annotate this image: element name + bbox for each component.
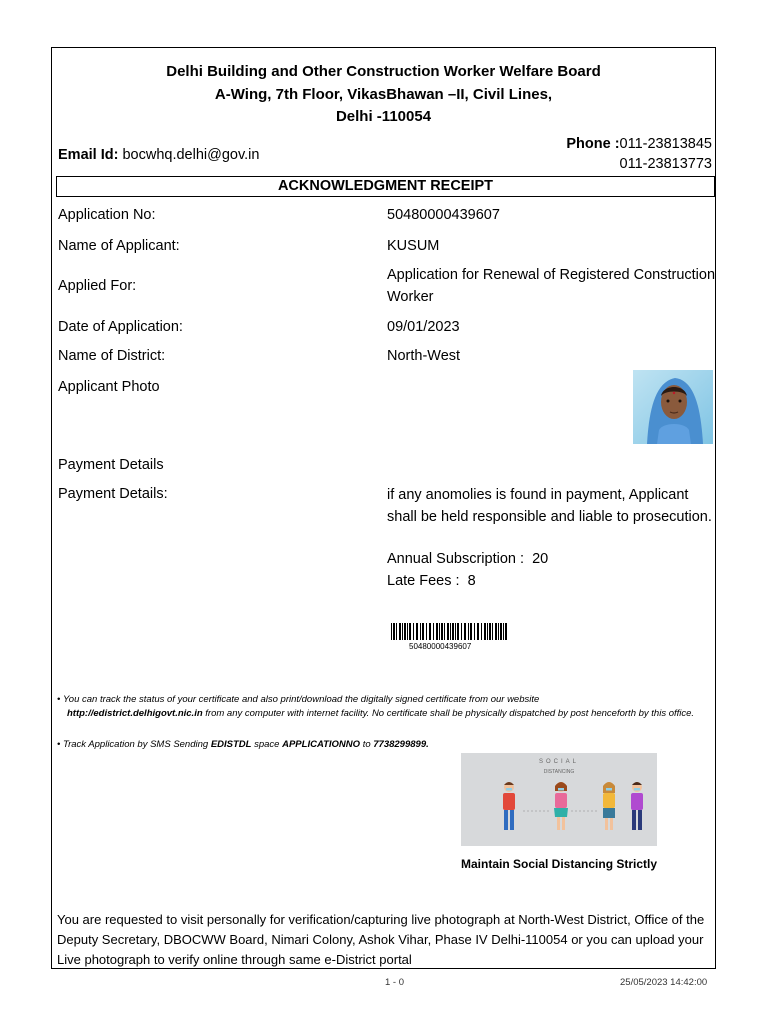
barcode-bar bbox=[487, 623, 488, 640]
annual-subscription-label: Annual Subscription : bbox=[387, 551, 525, 567]
barcode-bar bbox=[447, 623, 449, 640]
barcode-bar bbox=[393, 623, 395, 640]
barcode-bar bbox=[409, 623, 411, 640]
barcode-bar bbox=[492, 623, 493, 640]
barcode-bar bbox=[391, 623, 392, 640]
barcode-bar bbox=[436, 623, 438, 640]
applied-for-value: Application for Renewal of Registered Construction Worker bbox=[387, 267, 716, 305]
barcode-bar bbox=[450, 623, 451, 640]
phone-1: 011-23813845 bbox=[619, 136, 712, 152]
barcode-bar bbox=[474, 623, 475, 640]
application-barcode bbox=[391, 623, 513, 640]
barcode-bar bbox=[484, 623, 486, 640]
barcode-bar bbox=[426, 623, 427, 640]
barcode-bar bbox=[457, 623, 459, 640]
distancing-people-illustration bbox=[461, 753, 657, 846]
email-label: Email Id: bbox=[58, 147, 119, 163]
payment-heading: Payment Details bbox=[58, 457, 164, 473]
verification-instructions: You are requested to visit personally for verification/capturing live photograph at North-West District, Office of the Deputy Secretary, DBOCWW Board, Nimari Colony, Ashok Vihar, Phase IV Delhi-110054 or you can upload your Live photograph to verify online through same e-District portal bbox=[57, 912, 705, 967]
bullet-icon: • bbox=[57, 694, 63, 705]
barcode-bar bbox=[407, 623, 408, 640]
barcode-bar bbox=[420, 623, 421, 640]
late-fees-value: 8 bbox=[467, 573, 476, 589]
applicant-photo-label: Applicant Photo bbox=[58, 379, 160, 395]
date-value: 09/01/2023 bbox=[387, 319, 460, 335]
barcode-bar bbox=[477, 623, 479, 640]
barcode-bar bbox=[416, 623, 418, 640]
barcode-bar bbox=[489, 623, 491, 640]
barcode-bar bbox=[396, 623, 397, 640]
barcode-bar bbox=[495, 623, 497, 640]
barcode-bar bbox=[470, 623, 472, 640]
board-address-line: A-Wing, 7th Floor, VikasBhawan –II, Civil Lines, bbox=[214, 86, 553, 103]
application-no-value: 50480000439607 bbox=[387, 207, 500, 223]
barcode-bar bbox=[439, 623, 440, 640]
annual-subscription bbox=[387, 551, 548, 567]
applied-for-label: Applied For: bbox=[58, 278, 137, 294]
social-distancing-banner bbox=[461, 753, 657, 846]
barcode-bar bbox=[452, 623, 454, 640]
barcode-number: 50480000439607 bbox=[409, 642, 472, 651]
barcode-bar bbox=[399, 623, 401, 640]
barcode-bar bbox=[468, 623, 469, 640]
board-name: Delhi Building and Other Construction Worker Welfare Board bbox=[166, 63, 601, 80]
barcode-bar bbox=[402, 623, 403, 640]
note-certificate-tracking: • You can track the status of your certificate and also print/download the digitally signed certificate from our website http://edistrict.delhigovt.nic.in from any computer with internet facility. No certificate shall be physically dispatched by post henceforth by this office. bbox=[57, 694, 695, 719]
barcode-bar bbox=[429, 623, 431, 640]
barcode-bar bbox=[455, 623, 456, 640]
email-value: bocwhq.delhi@gov.in bbox=[122, 147, 260, 163]
district-value: North-West bbox=[387, 348, 461, 364]
board-city: Delhi -110054 bbox=[335, 108, 432, 125]
barcode-bar bbox=[404, 623, 406, 640]
barcode-bar bbox=[498, 623, 499, 640]
print-timestamp: 25/05/2023 14:42:00 bbox=[620, 977, 708, 988]
bullet-icon: • bbox=[57, 739, 63, 750]
applicant-name-label: Name of Applicant: bbox=[58, 238, 180, 254]
barcode-bar bbox=[444, 623, 445, 640]
banner-subtitle: DISTANCING bbox=[543, 769, 575, 775]
phone-2: 011-23813773 bbox=[619, 156, 712, 172]
late-fees bbox=[387, 573, 476, 589]
barcode-bar bbox=[441, 623, 443, 640]
barcode-bar bbox=[433, 623, 434, 640]
barcode-bar bbox=[505, 623, 507, 640]
payment-details-label: Payment Details: bbox=[58, 486, 168, 502]
applicant-name-value: KUSUM bbox=[387, 238, 440, 254]
payment-note: if any anomolies is found in payment, Applicant shall be held responsible and liable to prosecution. bbox=[387, 487, 712, 525]
barcode-bar bbox=[500, 623, 502, 640]
district-label: Name of District: bbox=[58, 348, 166, 364]
email-line bbox=[58, 147, 259, 163]
receipt-frame bbox=[51, 47, 716, 969]
page-number: 1 - 0 bbox=[385, 977, 405, 988]
edistrict-link[interactable]: http://edistrict.delhigovt.nic.in bbox=[67, 708, 203, 719]
barcode-bar bbox=[503, 623, 504, 640]
date-label: Date of Application: bbox=[58, 319, 183, 335]
phone-block bbox=[566, 136, 712, 172]
barcode-bar bbox=[413, 623, 414, 640]
banner-title: SOCIAL bbox=[538, 759, 579, 765]
applicant-photo bbox=[633, 370, 713, 444]
note-sms-tracking: • Track Application by SMS Sending EDISTDL space APPLICATIONNO to 7738299899. bbox=[57, 739, 429, 750]
receipt-title: ACKNOWLEDGMENT RECEIPT bbox=[56, 176, 715, 197]
late-fees-label: Late Fees : bbox=[387, 573, 460, 589]
barcode-bar bbox=[464, 623, 466, 640]
barcode-bar bbox=[481, 623, 482, 640]
application-no-label: Application No: bbox=[58, 207, 156, 223]
annual-subscription-value: 20 bbox=[532, 551, 549, 567]
social-distancing-caption: Maintain Social Distancing Strictly bbox=[461, 857, 658, 871]
barcode-bar bbox=[422, 623, 424, 640]
barcode-bar bbox=[461, 623, 462, 640]
phone-label: Phone : bbox=[566, 136, 620, 152]
